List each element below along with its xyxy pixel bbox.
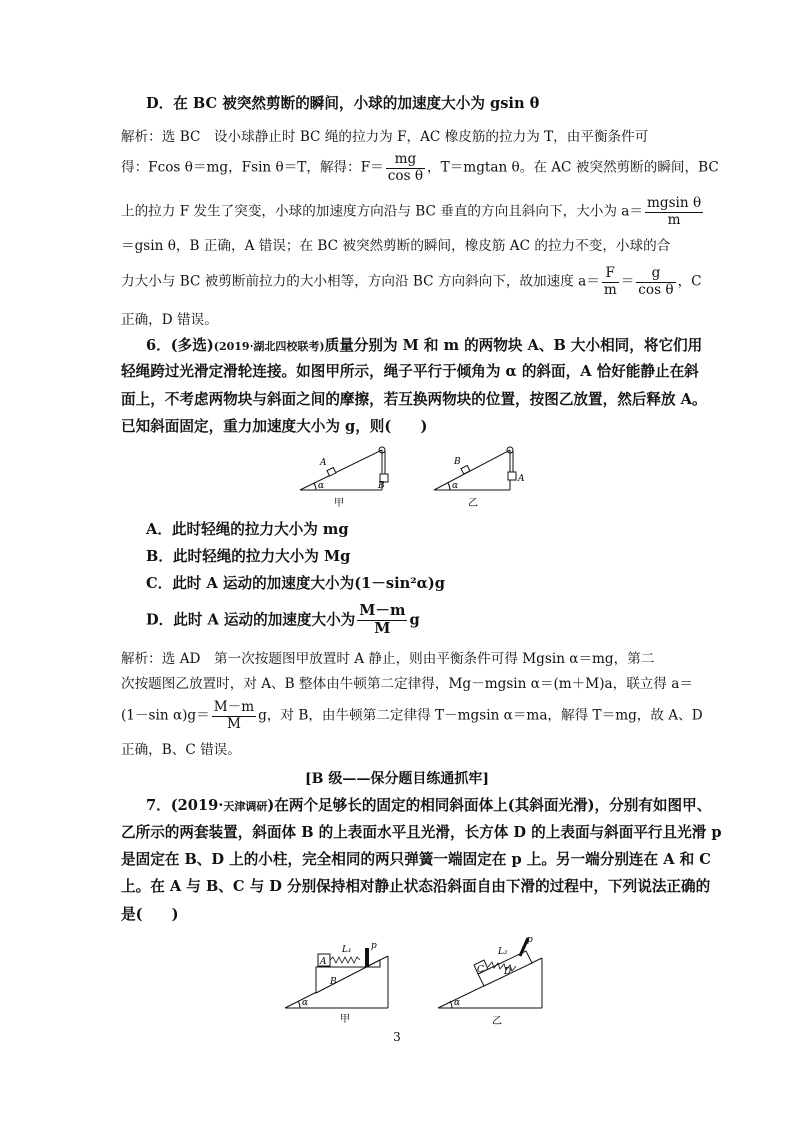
q7-figure-yi <box>434 930 554 1028</box>
fraction: $\frac{g}{\text{cos θ}}$ <box>638 265 674 298</box>
q5-solution-line-4: ＝gsin θ，B 正确，A 错误；在 BC 被突然剪断的瞬间，橡皮筋 AC 的拉力不变，小球的合 <box>121 238 671 254</box>
page-number: 3 <box>393 1030 401 1044</box>
fraction: $\frac{F}{m}$ <box>603 265 617 298</box>
fraction: $\frac{\text{mgsin θ}}{m}$ <box>646 195 702 228</box>
caption-jia: 甲 <box>340 1014 350 1025</box>
label-p: p <box>371 941 377 951</box>
label-a: A <box>320 458 327 468</box>
q6-solution-line-3: (1－sin α)g＝ $\frac{M-m}{M}$ g，对 B，由牛顿第二定律得 T－mgsin α＝ma，解得 T＝mg，故 A、D <box>121 699 703 732</box>
label-c: C <box>477 965 484 975</box>
q5-solution-line-3: 上的拉力 F 发生了突变，小球的加速度方向沿与 BC 垂直的方向且斜向下，大小为 a＝ $\frac{\text{mgsin θ}}{m}$ <box>121 195 702 228</box>
label-d: D <box>504 967 512 977</box>
q6-option-b: B．此时轻绳的拉力大小为 Mg <box>146 548 351 565</box>
fraction: $\frac{mg}{\text{cos θ}}$ <box>387 151 424 184</box>
q6-solution-line-4: 正确，B、C 错误。 <box>121 742 241 758</box>
q6-stem-line-2: 轻绳跨过光滑定滑轮连接。如图甲所示，绳子平行于倾角为 α 的斜面，A 恰好能静止在斜 <box>121 363 699 380</box>
label-b: B <box>330 977 337 987</box>
q5-solution-line-2: 得：Fcos θ＝mg，Fsin θ＝T，解得：F＝ $\frac{mg}{\text{cos θ}}$ ，T＝mgtan θ。在 AC 被突然剪断的瞬间，BC <box>121 151 719 184</box>
label-a: A <box>518 474 525 484</box>
q5-solution-line-5: 力大小与 BC 被剪断前拉力的大小相等，方向沿 BC 方向斜向下，故加速度 a＝ $\frac{F}{m}$ ＝ $\frac{g}{\text{cos θ}}$ ，C <box>121 265 702 298</box>
q6-option-a: A．此时轻绳的拉力大小为 mg <box>146 521 349 538</box>
q7-figure-jia <box>280 936 400 1028</box>
label-p: p <box>527 935 533 945</box>
q6-stem-line-1: 6．(多选)(2019·湖北四校联考)质量分别为 M 和 m 的两物块 A、B 大小相同，将它们用 <box>146 337 703 354</box>
angle-alpha: α <box>452 481 459 491</box>
label-b: B <box>378 481 385 491</box>
q6-solution-line-2: 次按题图乙放置时，对 A、B 整体由牛顿第二定律得，Mg－mgsin α＝(m＋M)a，联立得 a＝ <box>121 676 693 692</box>
angle-alpha: α <box>302 998 309 1008</box>
section-heading: [B 级——保分题目练通抓牢] <box>305 771 489 787</box>
fraction: $\frac{M-m}{M}$ <box>213 699 255 732</box>
angle-alpha: α <box>318 481 325 491</box>
q6-option-c: C．此时 A 运动的加速度大小为(1－sin²α)g <box>146 575 445 592</box>
label-a: A <box>320 957 327 967</box>
caption-yi: 乙 <box>468 498 478 509</box>
label-l1: L₁ <box>342 945 352 955</box>
q5-solution-line-1: 解析：选 BC 设小球静止时 BC 绳的拉力为 F，AC 橡皮筋的拉力为 T，由平衡条件可 <box>121 129 649 145</box>
q7-stem-line-2: 乙所示的两套装置，斜面体 B 的上表面水平且光滑，长方体 D 的上表面与斜面平行且光滑 p <box>121 824 722 841</box>
caption-jia: 甲 <box>334 498 344 509</box>
caption-yi: 乙 <box>492 1016 502 1027</box>
q5-option-d: D．在 BC 被突然剪断的瞬间，小球的加速度大小为 gsin θ <box>146 95 540 112</box>
q6-stem-line-4: 已知斜面固定，重力加速度大小为 g，则( ) <box>121 418 428 435</box>
q6-stem-line-3: 面上，不考虑两物块与斜面之间的摩擦，若互换两物块的位置，按图乙放置，然后释放 A。 <box>121 391 707 408</box>
q7-stem-line-5: 是( ) <box>121 906 179 923</box>
q7-stem-line-1: 7．(2019·天津调研)在两个足够长的固定的相同斜面体上(其斜面光滑)，分别有如图甲、 <box>146 797 712 814</box>
q6-figure-yi <box>428 442 538 514</box>
q6-figure-jia <box>294 442 404 514</box>
q5-solution-line-6: 正确，D 错误。 <box>121 312 218 328</box>
q7-stem-line-4: 上。在 A 与 B、C 与 D 分别保持相对静止状态沿斜面自由下滑的过程中，下列说法正确的 <box>121 878 711 895</box>
label-l2: L₂ <box>498 947 508 957</box>
q6-solution-line-1: 解析：选 AD 第一次按题图甲放置时 A 静止，则由平衡条件可得 Mgsin α＝mg，第二 <box>121 651 655 667</box>
q7-stem-line-3: 是固定在 B、D 上的小柱，完全相同的两只弹簧一端固定在 p 上。另一端分别连在 A 和 C <box>121 851 711 868</box>
label-b: B <box>454 457 461 467</box>
fraction: $\frac{M-m}{M}$ <box>359 602 406 637</box>
q6-option-d: D．此时 A 运动的加速度大小为 $\frac{M-m}{M}$ g <box>146 602 420 637</box>
angle-alpha: α <box>454 998 461 1008</box>
